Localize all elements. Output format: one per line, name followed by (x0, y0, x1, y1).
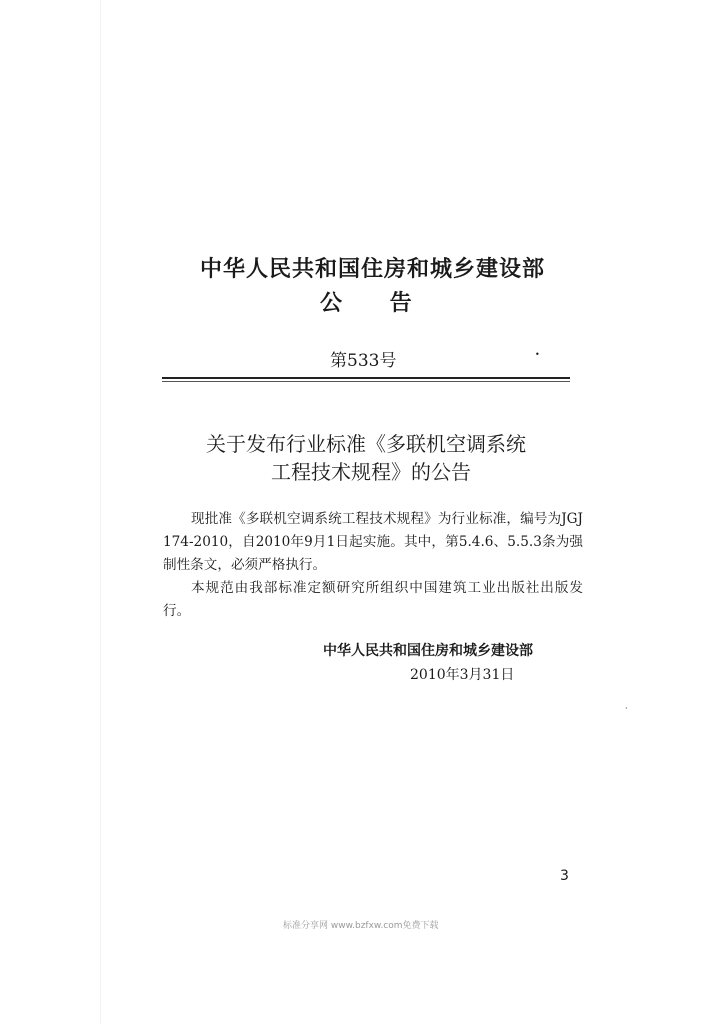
body-paragraph-2: 本规范由我部标准定额研究所组织中国建筑工业出版社出版发行。 (163, 580, 583, 619)
scan-speck-2: · (625, 704, 628, 713)
page-number: 3 (560, 868, 569, 884)
signature-organization: 中华人民共和国住房和城乡建设部 (323, 643, 533, 659)
announcement-heading: 公 告 (320, 291, 412, 316)
body-paragraph-1: 现批准《多联机空调系统工程技术规程》为行业标准，编号为JGJ 174-2010，自2010年9月1日起实施。其中，第5.4.6、5.5.3条为强制性条文，必须严格执行。 (163, 511, 583, 573)
header-rule-thick (162, 377, 570, 379)
header-rule-thin (162, 381, 570, 382)
scan-edge (100, 0, 101, 1024)
scan-speck: • (535, 350, 540, 359)
document-number: 第533号 (330, 351, 397, 371)
signature-date: 2010年3月31日 (410, 667, 515, 683)
announcement-title-line2: 工程技术规程》的公告 (271, 460, 471, 484)
watermark-text: 标准分享网 www.bzfxw.com免费下载 (283, 921, 439, 931)
announcement-title-line1: 关于发布行业标准《多联机空调系统 (206, 432, 526, 456)
announcement-body (163, 508, 583, 623)
ministry-heading: 中华人民共和国住房和城乡建设部 (200, 257, 546, 282)
